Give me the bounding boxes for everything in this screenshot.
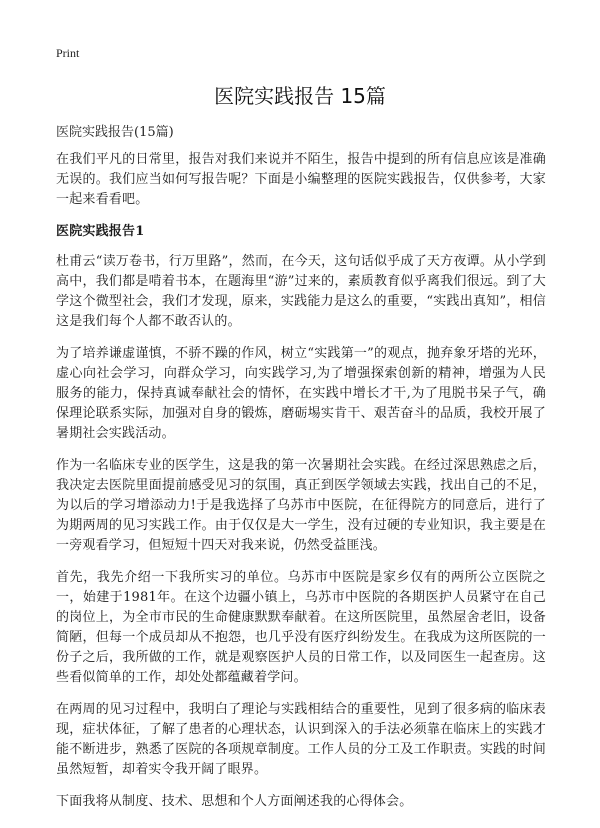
body-paragraph-4: 首先，我先介绍一下我所实习的单位。乌苏市中医院是家乡仅有的两所公立医院之一，始建于1981年。在这个边疆小镇上，乌苏市中医院的各期医护人员紧守在自己的岗位上，为全市市民的生命健康默默奉献着。在这所医院里，虽然屋舍老旧，设备简陋，但每一个成员却从不抱怨，也几乎没有医疗纠纷发生。在我成为这所医院的一份子之后，我所做的工作，就是观察医护人员的日常工作，以及同医生一起查房。这些看似简单的工作，却处处都蕴藏着学问。 [56,570,546,685]
body-paragraph-6: 下面我将从制度、技术、思想和个人方面阐述我的心得体会。 [56,794,413,809]
body-paragraph-1: 杜甫云“读万卷书，行万里路”，然而，在今天，这句话似乎成了天方夜谭。从小学到高中，我们都是啃着书本，在题海里“游”过来的，素质教育似乎离我们很远。到了大学这个微型社会，我们才发现，原来，实践能力是这么的重要，“实践出真知”，相信这是我们每个人都不敢否认的。 [56,254,546,329]
body-paragraph-5: 在两周的见习过程中，我明白了理论与实践相结合的重要性，见到了很多病的临床表现，症状体征，了解了患者的心理状态，认识到深入的手法必须靠在临床上的实践才能不断进步，熟悉了医院的各项规章制度。工作人员的分工及工作职责。实践的时间虽然短暂，却着实令我开阔了眼界。 [56,702,546,777]
intro-paragraph: 在我们平凡的日常里，报告对我们来说并不陌生，报告中提到的所有信息应该是准确无误的。我们应当如何写报告呢？下面是小编整理的医院实践报告，仅供参考，大家一起来看看吧。 [56,152,546,207]
document-body [56,150,546,824]
print-link[interactable]: Print [56,46,80,60]
page-title: 医院实践报告 15篇 [214,84,386,108]
document-subtitle: 医院实践报告(15篇) [56,125,174,140]
body-paragraph-2: 为了培养谦虚谨慎，不骄不躁的作风，树立“实践第一”的观点，抛弃象牙塔的光环，虚心向社会学习，向群众学习，向实践学习,为了增强探索创新的精神，增强为人民服务的能力，保持真诚奉献社会的情怀，在实践中增长才干,为了甩脱书呆子气，确保理论联系实际，加强对自身的锻炼，磨砺埸实肯干、艰苦奋斗的品质，我校开展了暑期社会实践活动。 [56,346,546,441]
section-heading: 医院实践报告1 [56,224,145,239]
body-paragraph-3: 作为一名临床专业的医学生，这是我的第一次暑期社会实践。在经过深思熟虑之后，我决定去医院里面提前感受见习的氛围，真正到医学领域去实践，找出自己的不足，为以后的学习增添动力!于是我选择了乌苏市中医院，在征得院方的同意后，进行了为期两周的见习实践工作。由于仅仅是大一学生，没有过硬的专业知识，我主要是在一旁观看学习，但短短十四天对我来说，仍然受益匪浅。 [56,458,546,553]
